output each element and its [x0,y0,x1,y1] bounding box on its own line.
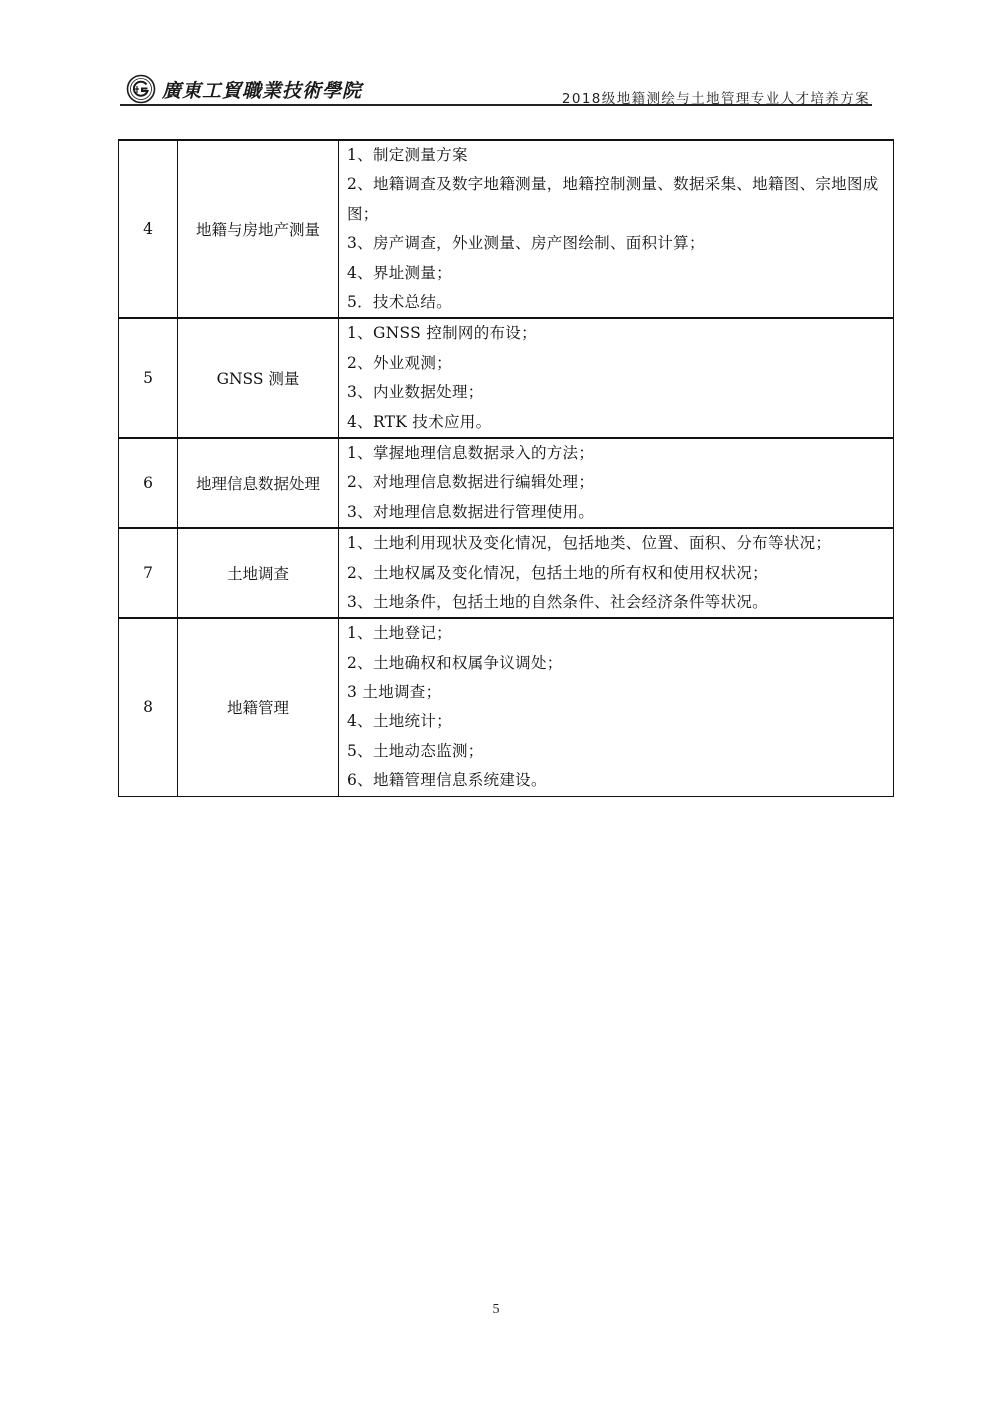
content-line: 1、GNSS 控制网的布设； [347,324,537,343]
school-name: 廣東工貿職業技術學院 [162,79,363,102]
project-name: GNSS 测量 [178,318,339,438]
table-row [119,528,894,618]
content-line: 1、土地登记； [347,624,452,643]
row-number: 7 [119,528,178,618]
table-row [119,618,894,796]
content-line: 3、房产调查，外业测量、房产图绘制、面积计算； [347,234,705,253]
row-number: 6 [119,438,178,528]
header-divider [120,104,872,106]
training-content-table [118,139,894,797]
project-content [339,318,894,438]
content-line: 3、土地条件，包括土地的自然条件、社会经济条件等状况。 [347,592,768,611]
content-line: 3、对地理信息数据进行管理使用。 [347,502,595,521]
content-line: 2、土地确权和权属争议调处； [347,653,563,672]
table-body [119,140,894,796]
content-line: 2、外业观测； [347,353,452,372]
content-line: 1、掌握地理信息数据录入的方法； [347,443,595,462]
project-content [339,528,894,618]
content-line: 5．技术总结。 [347,292,452,311]
project-content [339,618,894,796]
content-line: 5、土地动态监测； [347,741,484,760]
content-line: 2、对地理信息数据进行编辑处理； [347,473,595,492]
content-line: 4、RTK 技术应用。 [347,412,492,431]
row-number: 4 [119,140,178,318]
project-name: 地籍管理 [178,618,339,796]
page-header [120,72,872,106]
project-name: 地籍与房地产测量 [178,140,339,318]
content-line: 3 土地调查； [347,683,442,702]
row-number: 8 [119,618,178,796]
row-number: 5 [119,318,178,438]
content-line: 2、土地权属及变化情况，包括土地的所有权和使用权状况； [347,563,768,582]
project-content [339,438,894,528]
content-line: 6、地籍管理信息系统建设。 [347,771,547,790]
content-line: 1、土地利用现状及变化情况，包括地类、位置、面积、分布等状况； [347,534,832,553]
content-line: 2、地籍调查及数字地籍测量，地籍控制测量、数据采集、地籍图、宗地图成图； [347,175,879,223]
school-logo [126,74,362,104]
content-line: 4、土地统计； [347,712,452,731]
table-row [119,438,894,528]
project-content [339,140,894,318]
project-name: 土地调查 [178,528,339,618]
table-row [119,318,894,438]
content-line: 4、界址测量； [347,263,452,282]
document-title: 2018级地籍测绘与土地管理专业人才培养方案 [561,91,870,107]
table-row [119,140,894,318]
content-line: 3、内业数据处理； [347,383,484,402]
school-emblem-icon [126,74,156,104]
project-name: 地理信息数据处理 [178,438,339,528]
page-number: 5 [492,1302,500,1317]
content-line: 1、制定测量方案 [347,146,468,164]
